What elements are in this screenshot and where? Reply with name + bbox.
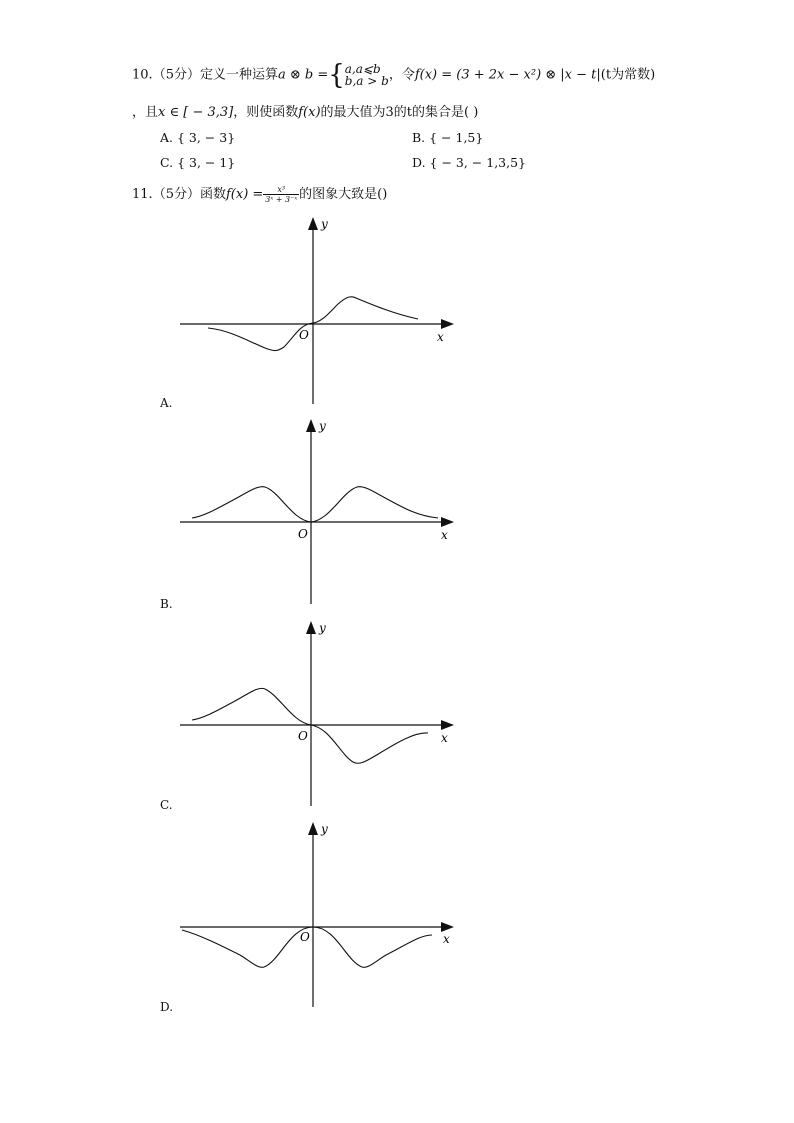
- q10-option-d[interactable]: D. { − 3, − 1,3,5}: [412, 155, 527, 170]
- q10-option-c[interactable]: C. { 3, − 1}: [160, 155, 236, 170]
- q10-line2: [132, 101, 478, 120]
- y-axis-label: y: [319, 621, 326, 635]
- q10-option-b[interactable]: B. { − 1,5}: [412, 130, 484, 145]
- q11-number: 11.: [132, 187, 153, 202]
- x-axis-arrow: [441, 319, 454, 329]
- q10-fx: f(x): [298, 105, 321, 120]
- q11-frac-den: 3ˣ + 3⁻ˣ: [265, 195, 298, 204]
- graph-c-label: C.: [160, 798, 173, 812]
- y-axis-arrow: [308, 217, 318, 230]
- q11-f-lhs: f(x) =: [225, 187, 264, 202]
- q10-f-expr: f(x) = (3 + 2x − x²) ⊗ |x − t|: [414, 67, 601, 83]
- graph-d[interactable]: [170, 815, 470, 1015]
- q10-option-a[interactable]: A. { 3, − 3}: [160, 130, 236, 145]
- x-axis-label: x: [441, 528, 448, 542]
- q10-line2-pre: ，且: [132, 105, 159, 120]
- graph-d-label: D.: [160, 1000, 174, 1014]
- q10-domain: x ∈ [ − 3,3]: [158, 105, 234, 120]
- graph-a[interactable]: [170, 212, 470, 412]
- origin-label: O: [299, 328, 309, 342]
- origin-label: O: [298, 729, 308, 743]
- q11-points: （5分）: [152, 187, 200, 202]
- q10-case1: a,a⩽b: [344, 62, 381, 76]
- q11-post: 的图象大致是(): [299, 187, 388, 202]
- q11-frac-num: x³: [263, 185, 299, 195]
- q10-cases: [345, 63, 389, 87]
- y-axis-arrow: [306, 419, 316, 432]
- y-axis-label: y: [321, 822, 328, 836]
- graph-b-label: B.: [160, 597, 173, 611]
- q10-case2: b,a > b: [344, 74, 389, 88]
- y-axis-label: y: [319, 419, 326, 433]
- curve-c: [192, 688, 428, 763]
- curve-b: [192, 487, 438, 522]
- origin-label: O: [298, 527, 308, 541]
- graph-b[interactable]: [170, 412, 470, 612]
- x-axis-label: x: [441, 731, 448, 745]
- y-axis-label: y: [321, 217, 328, 231]
- graph-a-label: A.: [160, 396, 173, 410]
- q10-intro: 定义一种运算: [199, 67, 278, 83]
- q11-line1: [132, 183, 387, 204]
- q10-let: ，令: [388, 67, 415, 83]
- q10-line2-mid: ，则使函数: [233, 105, 299, 120]
- q10-line2-post: 的最大值为3的t的集合是( ): [320, 105, 479, 120]
- graph-c[interactable]: [170, 614, 470, 814]
- q10-op-expr: a ⊗ b =: [277, 67, 329, 83]
- x-axis-arrow: [441, 922, 454, 932]
- q10-line1: [132, 59, 656, 91]
- q11-fraction: [263, 185, 299, 204]
- y-axis-arrow: [308, 822, 318, 835]
- q10-brace: {: [328, 59, 345, 91]
- q10-t-note: (t为常数): [600, 67, 656, 83]
- x-axis-label: x: [437, 330, 444, 344]
- q10-points: （5分）: [152, 67, 200, 83]
- origin-label: O: [300, 930, 310, 944]
- y-axis-arrow: [306, 621, 316, 634]
- q11-intro: 函数: [199, 187, 226, 202]
- x-axis-label: x: [443, 932, 450, 946]
- q10-number: 10.: [132, 67, 153, 83]
- x-axis-arrow: [441, 720, 454, 730]
- x-axis-arrow: [441, 517, 454, 527]
